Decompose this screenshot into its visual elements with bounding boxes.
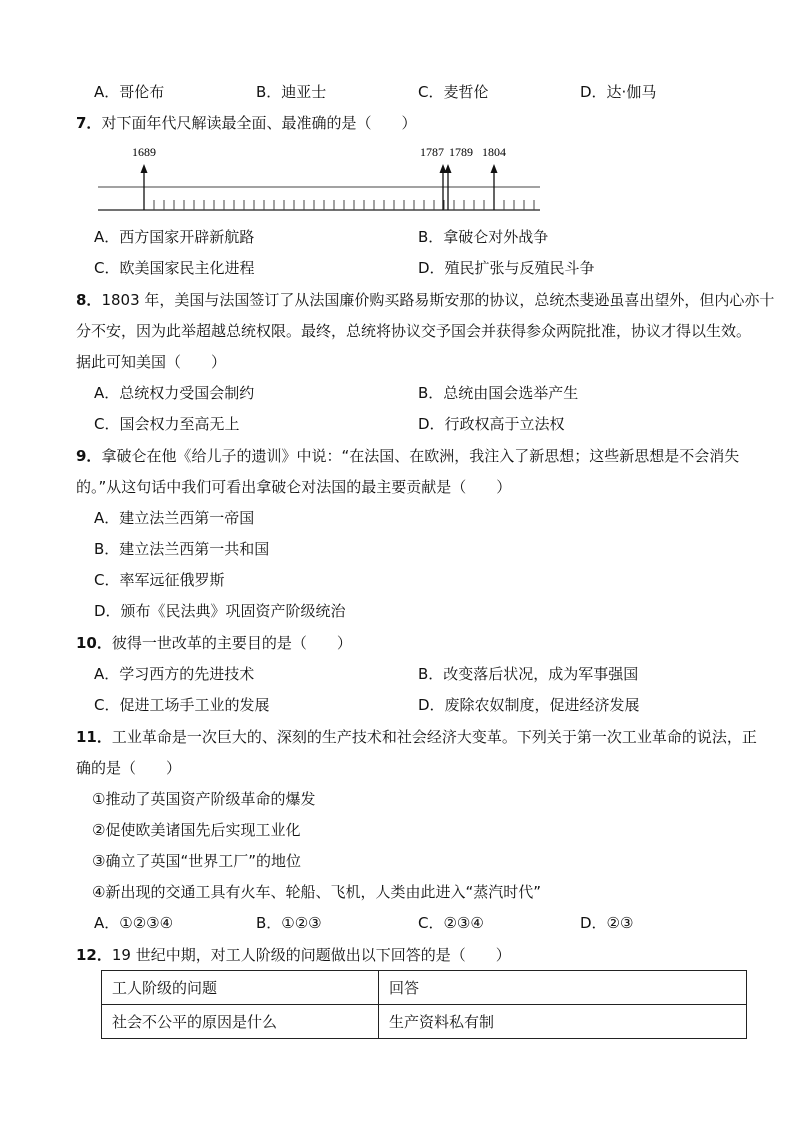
q7-option-d: D．殖民扩张与反殖民斗争	[418, 259, 595, 277]
timeline-year-1789: 1789	[449, 145, 473, 159]
q9-stem-line-2: 的。”从这句话中我们可看出拿破仑对法国的最主要贡献是（ ）	[76, 478, 512, 496]
q6-option-b: B．迪亚士	[256, 83, 327, 101]
q7-number: 7．	[76, 114, 102, 132]
q9-option-b: B．建立法兰西第一共和国	[94, 540, 270, 558]
q11-option-d: D．②③	[580, 914, 634, 932]
timeline-year-1689: 1689	[132, 145, 156, 159]
q8-stem-line-1	[76, 290, 774, 310]
q7-option-a: A．西方国家开辟新航路	[94, 228, 255, 246]
q11-item-2: ②促使欧美诸国先后实现工业化	[92, 821, 301, 839]
q11-number: 11．	[76, 728, 112, 746]
q9-number: 9．	[76, 447, 102, 465]
timeline-arrow-head	[445, 164, 452, 173]
timeline-year-1787: 1787	[420, 145, 444, 159]
table-header-answer: 回答	[379, 971, 747, 1005]
q7-option-c: C．欧美国家民主化进程	[94, 259, 255, 277]
q9-option-c: C．率军远征俄罗斯	[94, 571, 225, 589]
q6-option-a: A．哥伦布	[94, 83, 165, 101]
q12-stem-text: 19 世纪中期，对工人阶级的问题做出以下回答的是（ ）	[111, 946, 511, 964]
table-row	[102, 1005, 747, 1039]
q10-option-a: A．学习西方的先进技术	[94, 665, 255, 683]
q10-number: 10．	[76, 634, 112, 652]
q11-stem-text-1: 工业革命是一次巨大的、深刻的生产技术和社会经济大变革。下列关于第一次工业革命的说法，正	[111, 728, 757, 746]
q9-option-d: D．颁布《民法典》巩固资产阶级统治	[94, 602, 346, 620]
q8-stem-line-3: 据此可知美国（ ）	[76, 353, 227, 371]
q10-option-d: D．废除农奴制度，促进经济发展	[418, 696, 640, 714]
q11-stem-line-1	[76, 727, 757, 747]
q12-table	[101, 970, 747, 1039]
q12-number: 12．	[76, 946, 112, 964]
timeline-year-1804: 1804	[482, 145, 506, 159]
q11-option-b: B．①②③	[256, 914, 322, 932]
q6-option-c: C．麦哲伦	[418, 83, 489, 101]
q8-stem-line-2: 分不安，因为此举超越总统权限。最终，总统将协议交予国会并获得参众两院批准，协议才得以生效。	[76, 322, 752, 340]
q10-option-c: C．促进工场手工业的发展	[94, 696, 270, 714]
table-cell-question: 社会不公平的原因是什么	[102, 1005, 379, 1039]
q7-stem	[76, 113, 416, 133]
table-header-row	[102, 971, 747, 1005]
table-cell-answer: 生产资料私有制	[379, 1005, 747, 1039]
timeline-arrow-head	[491, 164, 498, 173]
q9-stem-text-1: 拿破仑在他《给儿子的遗训》中说：“在法国、在欧洲，我注入了新思想；这些新思想是不会消失	[101, 447, 740, 465]
q6-option-d: D．达·伽马	[580, 83, 657, 101]
q7-option-b: B．拿破仑对外战争	[418, 228, 549, 246]
q8-number: 8．	[76, 291, 102, 309]
q11-item-1: ①推动了英国资产阶级革命的爆发	[92, 790, 316, 808]
q8-stem-text-1: 1803 年，美国与法国签订了从法国廉价购买路易斯安那的协议，总统杰斐逊虽喜出望外，但内心亦十	[101, 291, 775, 309]
q9-stem-line-1	[76, 446, 739, 466]
q9-option-a: A．建立法兰西第一帝国	[94, 509, 255, 527]
timeline-ticks	[144, 200, 534, 210]
table-header-question: 工人阶级的问题	[102, 971, 379, 1005]
q8-option-d: D．行政权高于立法权	[418, 415, 565, 433]
q8-option-b: B．总统由国会选举产生	[418, 384, 579, 402]
q12-stem	[76, 945, 511, 965]
q11-option-c: C．②③④	[418, 914, 484, 932]
q11-item-4: ④新出现的交通工具有火车、轮船、飞机，人类由此进入“蒸汽时代”	[92, 883, 541, 901]
timeline-arrow-head	[141, 164, 148, 173]
q8-option-c: C．国会权力至高无上	[94, 415, 240, 433]
timeline-figure	[96, 140, 542, 218]
q10-stem	[76, 633, 352, 653]
q11-stem-line-2: 确的是（ ）	[76, 759, 182, 777]
q10-option-b: B．改变落后状况，成为军事强国	[418, 665, 639, 683]
q10-stem-text: 彼得一世改革的主要目的是（ ）	[111, 634, 352, 652]
q7-stem-text: 对下面年代尺解读最全面、最准确的是（ ）	[101, 114, 417, 132]
q11-option-a: A．①②③④	[94, 914, 174, 932]
q11-item-3: ③确立了英国“世界工厂”的地位	[92, 852, 301, 870]
q8-option-a: A．总统权力受国会制约	[94, 384, 255, 402]
